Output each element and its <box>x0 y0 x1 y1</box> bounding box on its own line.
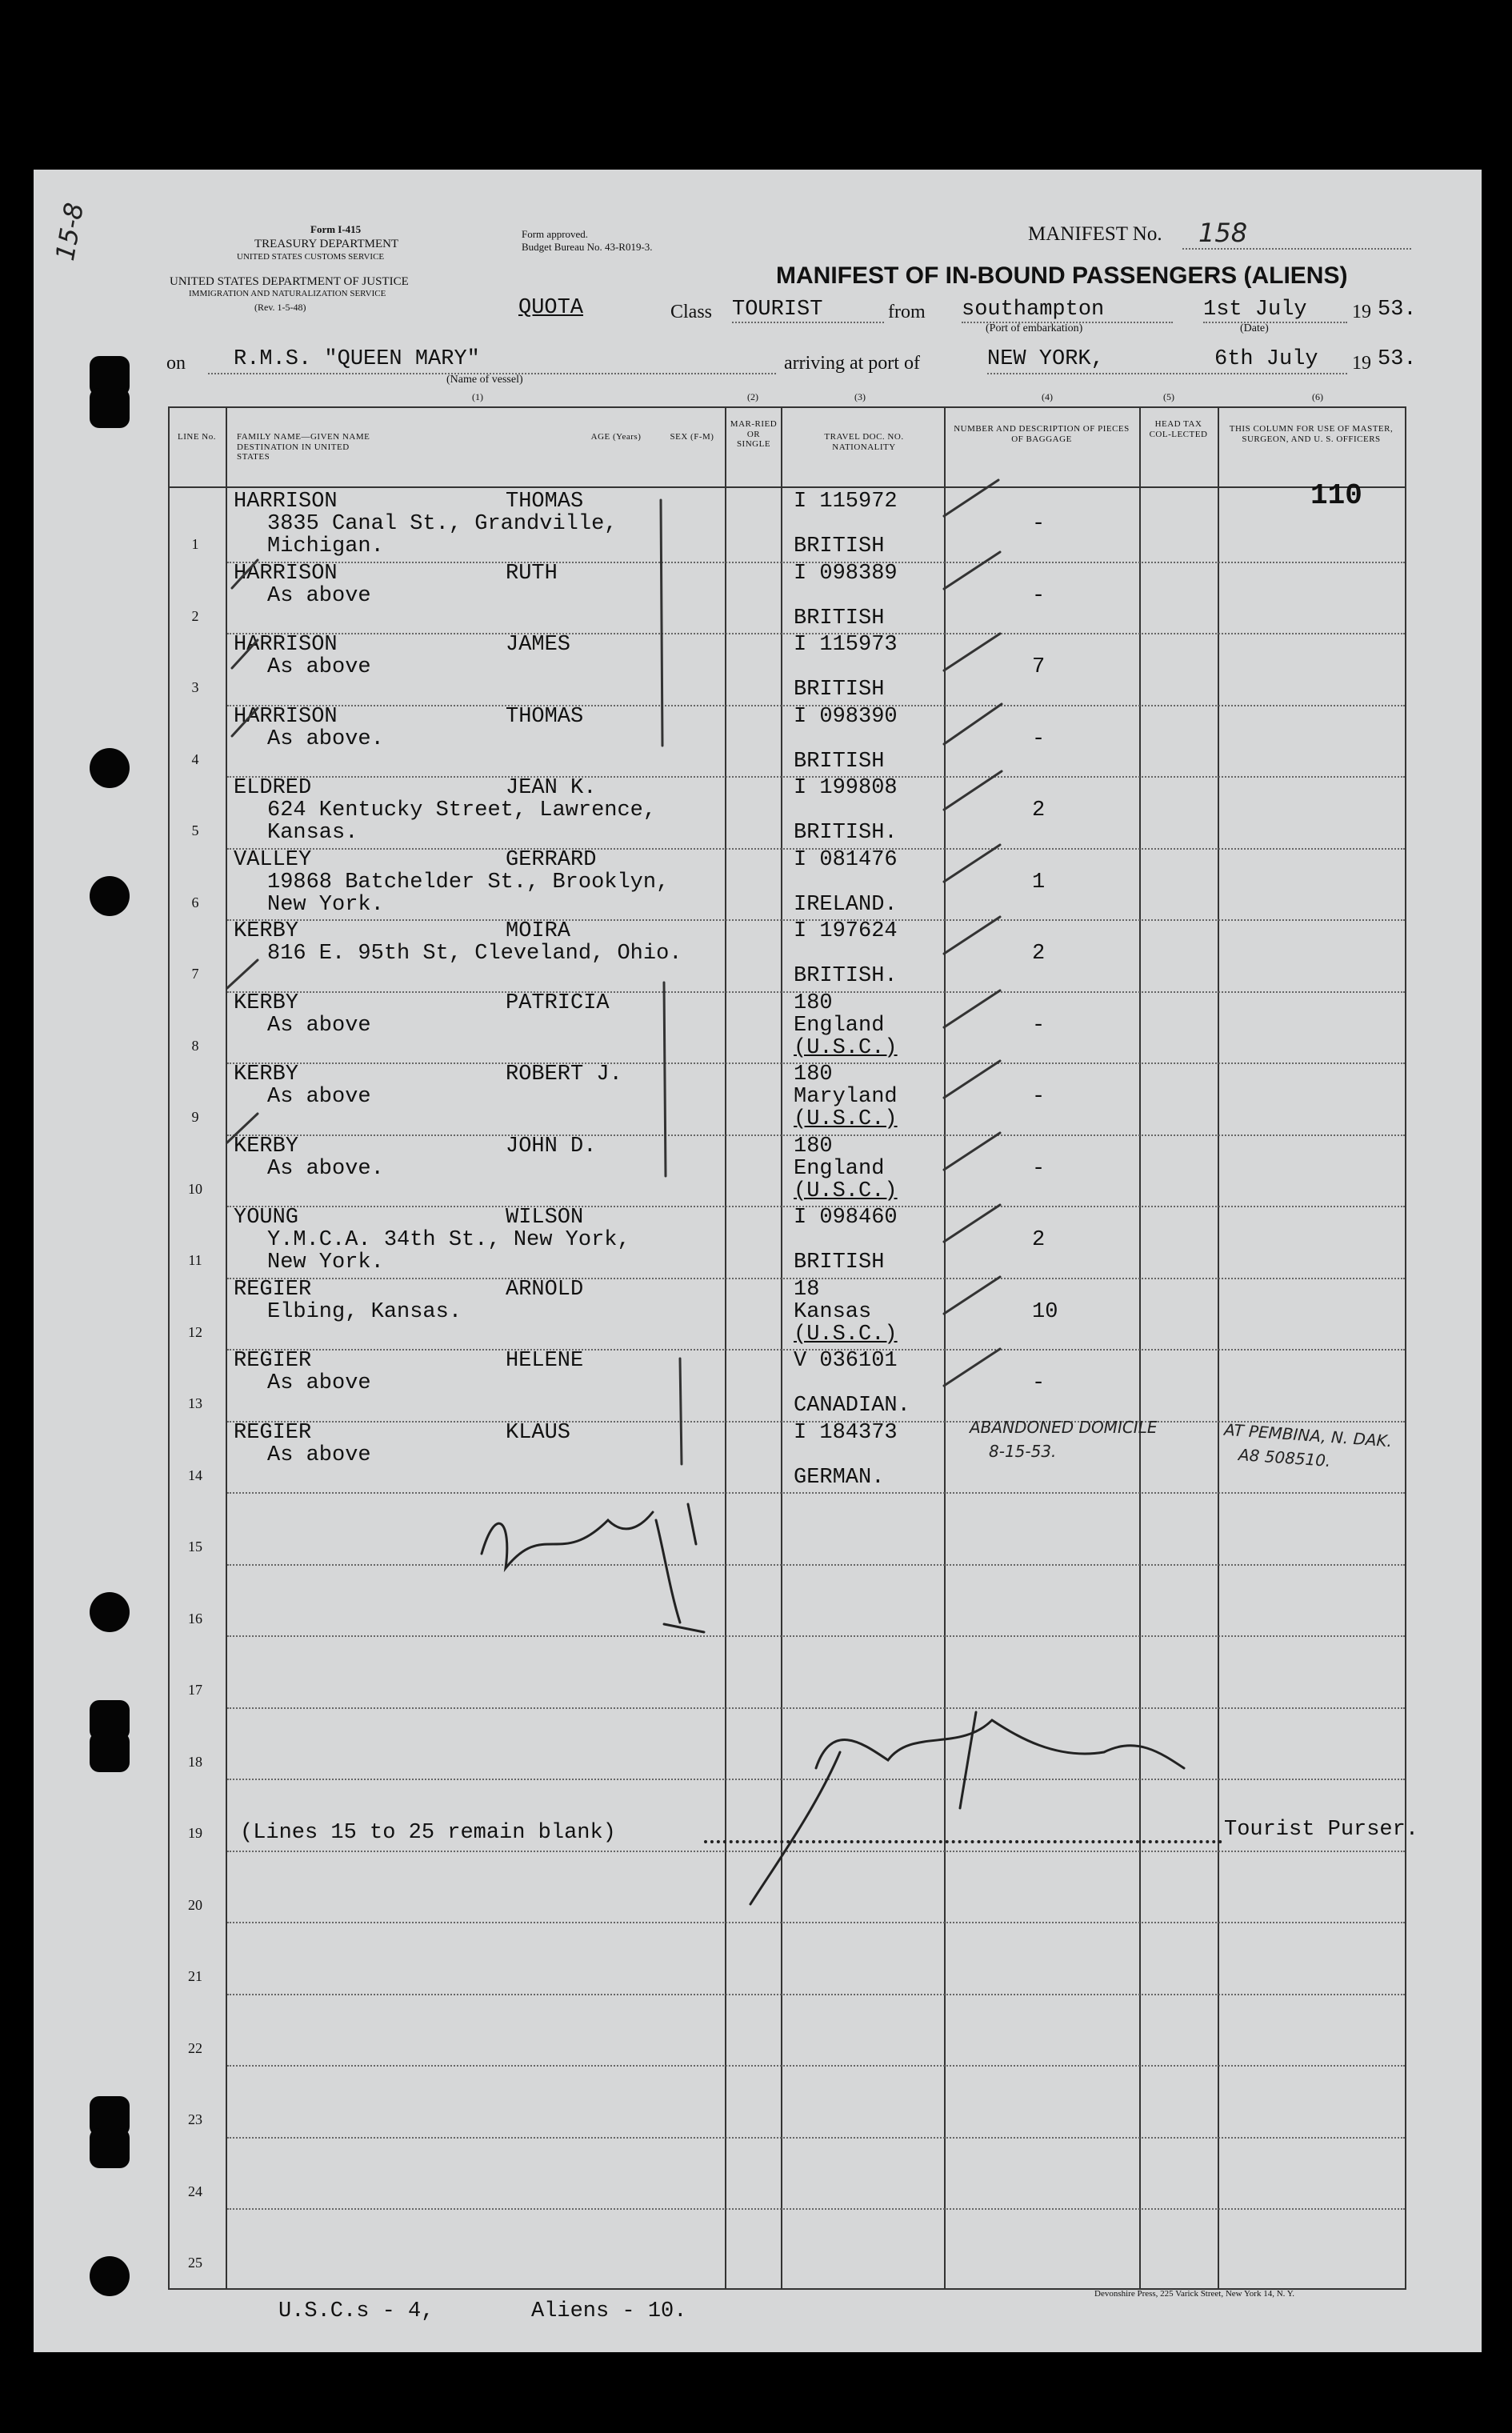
dotted-line <box>704 1840 1222 1843</box>
form-number: Form I-415 <box>310 223 362 235</box>
family-name: ELDRED <box>234 776 312 800</box>
destination: As above <box>267 1443 371 1467</box>
revision: (Rev. 1-5-48) <box>254 302 306 313</box>
line-number: 11 <box>188 1252 202 1268</box>
date-caption: (Date) <box>1240 322 1269 334</box>
class-label: Class <box>670 302 713 322</box>
baggage-count: 1 <box>1032 870 1046 894</box>
budget-bureau: Budget Bureau No. 43-R019-3. <box>522 241 653 253</box>
travel-doc-number: I 199808 <box>794 776 898 800</box>
ins-service: IMMIGRATION AND NATURALIZATION SERVICE <box>189 289 386 298</box>
baggage-count: - <box>1032 1371 1046 1395</box>
nationality: BRITISH <box>794 606 885 630</box>
family-name: HARRISON <box>234 561 338 586</box>
aliens-count: Aliens - 10. <box>531 2299 687 2323</box>
destination: Elbing, Kansas. <box>267 1299 462 1324</box>
travel-doc-number: 180 <box>794 1134 833 1158</box>
quota-label: QUOTA <box>518 296 584 320</box>
family-name: VALLEY <box>234 847 312 872</box>
baggage-count: - <box>1032 583 1046 608</box>
port-of-embarkation: southampton <box>962 298 1105 322</box>
column-number: (6) <box>1312 391 1323 402</box>
justice-dept: UNITED STATES DEPARTMENT OF JUSTICE <box>170 275 409 288</box>
destination: New York. <box>267 892 384 917</box>
destination: As above. <box>267 1156 384 1181</box>
travel-doc-number: 180 <box>794 1062 833 1086</box>
column-number: (5) <box>1163 391 1174 402</box>
destination: Kansas. <box>267 821 358 845</box>
nationality: BRITISH <box>794 678 885 702</box>
nationality: CANADIAN. <box>794 1394 910 1418</box>
line-number: 2 <box>191 607 199 624</box>
baggage-count: - <box>1032 1156 1046 1181</box>
travel-doc-number: I 081476 <box>794 847 898 872</box>
destination: 3835 Canal St., Grandville, <box>267 512 618 536</box>
port-caption: (Port of embarkation) <box>986 322 1083 334</box>
destination: As above <box>267 1013 371 1038</box>
given-name: JEAN K. <box>506 776 597 800</box>
line-number: 7 <box>191 966 199 982</box>
header-name-destination: FAMILY NAME—GIVEN NAME DESTINATION IN UNITED STATES <box>237 432 370 462</box>
arrival-date: 6th July <box>1214 347 1318 371</box>
line-number: 14 <box>188 1467 202 1483</box>
baggage-count: 2 <box>1032 942 1046 966</box>
line-number: 8 <box>191 1037 199 1054</box>
arriving-label: arriving at port of <box>784 353 920 374</box>
family-name: REGIER <box>234 1420 312 1445</box>
baggage-count: 2 <box>1032 1228 1046 1252</box>
blank-lines-note: (Lines 15 to 25 remain blank) <box>240 1821 616 1845</box>
line-number: 15 <box>188 1539 202 1555</box>
given-name: PATRICIA <box>506 990 610 1015</box>
given-name: GERRARD <box>506 847 597 872</box>
travel-doc-number: 180 <box>794 990 833 1015</box>
nationality: England <box>794 1156 885 1181</box>
baggage-count: 7 <box>1032 655 1046 679</box>
line-number: 24 <box>188 2183 202 2199</box>
baggage-count: - <box>1032 1013 1046 1038</box>
line-number: 19 <box>188 1825 202 1841</box>
customs-service: UNITED STATES CUSTOMS SERVICE <box>237 252 385 262</box>
destination: As above <box>267 1371 371 1395</box>
header-travel-doc: TRAVEL DOC. NO. NATIONALITY <box>824 432 904 452</box>
column-number: (4) <box>1042 391 1053 402</box>
line-number: 16 <box>188 1610 202 1627</box>
annotation-pembina: AT PEMBINA, N. DAK. <box>1223 1419 1393 1451</box>
line-number: 20 <box>188 1896 202 1913</box>
family-name: YOUNG <box>234 1206 299 1230</box>
treasury-dept: TREASURY DEPARTMENT <box>254 238 399 250</box>
given-name: ROBERT J. <box>506 1062 622 1086</box>
nationality: BRITISH <box>794 1251 885 1275</box>
header-age: AGE (Years) <box>590 432 642 442</box>
given-name: WILSON <box>506 1206 584 1230</box>
given-name: HELENE <box>506 1349 584 1373</box>
line-number: 1 <box>191 536 199 552</box>
officer-number: 110 <box>1310 479 1362 512</box>
destination: As above <box>267 1085 371 1109</box>
destination: 624 Kentucky Street, Lawrence, <box>267 798 657 822</box>
line-number: 13 <box>188 1395 202 1411</box>
nationality: Kansas <box>794 1299 872 1324</box>
travel-doc-number: I 184373 <box>794 1420 898 1445</box>
year-prefix: 19 <box>1352 353 1371 374</box>
travel-doc-number: 18 <box>794 1277 820 1302</box>
given-name: KLAUS <box>506 1420 571 1445</box>
manifest-title: MANIFEST OF IN-BOUND PASSENGERS (ALIENS) <box>776 262 1348 289</box>
arrival-year: 53. <box>1378 347 1417 371</box>
nationality: IRELAND. <box>794 892 898 917</box>
destination: 19868 Batchelder St., Brooklyn, <box>267 870 670 894</box>
family-name: KERBY <box>234 1134 299 1158</box>
header-sex: SEX (F-M) <box>670 432 714 442</box>
family-name: HARRISON <box>234 633 338 657</box>
nationality: BRITISH. <box>794 821 898 845</box>
margin-handwriting: 15-8 <box>50 200 90 263</box>
given-name: THOMAS <box>506 704 584 729</box>
departure-year: 53. <box>1378 298 1417 322</box>
given-name: MOIRA <box>506 919 571 943</box>
travel-doc-number: I 115972 <box>794 490 898 514</box>
header-baggage: NUMBER AND DESCRIPTION OF PIECES OF BAGGAGE <box>954 424 1130 444</box>
given-name: ARNOLD <box>506 1277 584 1302</box>
line-number: 4 <box>191 750 199 767</box>
header-line-no: LINE No. <box>178 432 216 442</box>
line-number: 5 <box>191 822 199 838</box>
family-name: REGIER <box>234 1349 312 1373</box>
destination: As above. <box>267 726 384 751</box>
citizen-status: (U.S.C.) <box>794 1035 898 1060</box>
manifest-label: MANIFEST No. <box>1028 223 1162 245</box>
nationality: BRITISH <box>794 534 885 558</box>
destination: As above <box>267 655 371 679</box>
header-head-tax: HEAD TAX COL-LECTED <box>1149 419 1208 439</box>
destination: New York. <box>267 1251 384 1275</box>
printer-credit: Devonshire Press, 225 Varick Street, New York 14, N. Y. <box>1094 2289 1295 2299</box>
baggage-count: 2 <box>1032 798 1046 822</box>
citizen-status: (U.S.C.) <box>794 1322 898 1347</box>
nationality: GERMAN. <box>794 1465 885 1490</box>
destination: As above <box>267 583 371 608</box>
baggage-count: 10 <box>1032 1299 1058 1324</box>
travel-doc-number: I 197624 <box>794 919 898 943</box>
family-name: KERBY <box>234 990 299 1015</box>
nationality: BRITISH <box>794 749 885 774</box>
arrival-port: NEW YORK, <box>987 347 1104 371</box>
line-number: 10 <box>188 1180 202 1197</box>
given-name: JOHN D. <box>506 1134 597 1158</box>
destination: 816 E. 95th St, Cleveland, Ohio. <box>267 942 682 966</box>
baggage-count: - <box>1032 726 1046 751</box>
year-prefix: 19 <box>1352 302 1371 322</box>
departure-date: 1st July <box>1203 298 1307 322</box>
vessel-caption: (Name of vessel) <box>446 374 523 386</box>
line-number: 9 <box>191 1109 199 1125</box>
line-number: 23 <box>188 2111 202 2127</box>
line-number: 6 <box>191 894 199 910</box>
purser-title: Tourist Purser. <box>1224 1818 1419 1842</box>
travel-doc-number: I 098389 <box>794 561 898 586</box>
header-officers: THIS COLUMN FOR USE OF MASTER, SURGEON, AND U. S. OFFICERS <box>1229 424 1394 444</box>
line-number: 21 <box>188 1968 202 1984</box>
destination: Y.M.C.A. 34th St., New York, <box>267 1228 630 1252</box>
nationality: BRITISH. <box>794 964 898 988</box>
line-number: 18 <box>188 1753 202 1770</box>
baggage-count: - <box>1032 1085 1046 1109</box>
on-label: on <box>166 353 186 374</box>
vessel-name: R.M.S. "QUEEN MARY" <box>234 347 480 371</box>
nationality: Maryland <box>794 1085 898 1109</box>
column-number: (2) <box>747 391 758 402</box>
line-number: 17 <box>188 1682 202 1698</box>
annotation-abandoned-domicile: ABANDONED DOMICILE <box>970 1418 1158 1437</box>
given-name: RUTH <box>506 561 558 586</box>
family-name: REGIER <box>234 1277 312 1302</box>
column-number: (1) <box>472 391 483 402</box>
travel-doc-number: I 098390 <box>794 704 898 729</box>
from-label: from <box>888 302 926 322</box>
travel-doc-number: I 115973 <box>794 633 898 657</box>
destination: Michigan. <box>267 534 384 558</box>
given-name: JAMES <box>506 633 571 657</box>
travel-doc-number: I 098460 <box>794 1206 898 1230</box>
family-name: HARRISON <box>234 704 338 729</box>
family-name: KERBY <box>234 919 299 943</box>
travel-doc-number: V 036101 <box>794 1349 898 1373</box>
family-name: KERBY <box>234 1062 299 1086</box>
family-name: HARRISON <box>234 490 338 514</box>
form-approved: Form approved. <box>522 228 589 240</box>
header-married: MAR-RIED OR SINGLE <box>730 419 778 450</box>
annotation-pembina-number: A8 508510. <box>1238 1445 1332 1471</box>
line-number: 12 <box>188 1323 202 1340</box>
citizen-status: (U.S.C.) <box>794 1178 898 1203</box>
column-number: (3) <box>854 391 866 402</box>
line-number: 25 <box>188 2255 202 2271</box>
usc-count: U.S.C.s - 4, <box>278 2299 434 2323</box>
annotation-abandoned-date: 8-15-53. <box>989 1442 1057 1461</box>
baggage-count: - <box>1032 512 1046 536</box>
class-value: TOURIST <box>732 298 823 322</box>
line-number: 22 <box>188 2039 202 2056</box>
line-number: 3 <box>191 679 199 695</box>
manifest-number: 158 <box>1198 218 1248 248</box>
nationality: England <box>794 1013 885 1038</box>
given-name: THOMAS <box>506 490 584 514</box>
citizen-status: (U.S.C.) <box>794 1107 898 1131</box>
